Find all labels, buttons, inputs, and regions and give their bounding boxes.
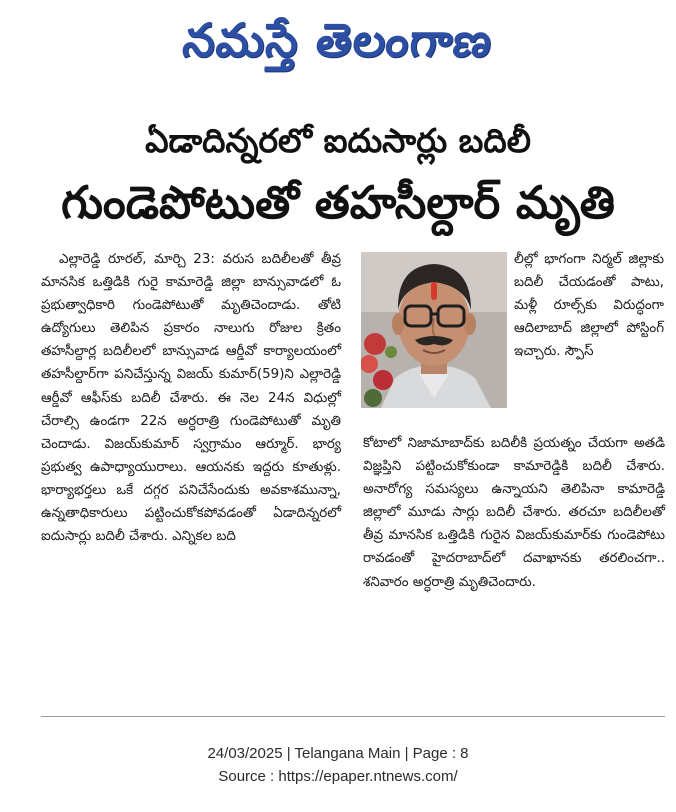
newspaper-logo: నమస్తే తెలంగాణ (180, 13, 496, 67)
article-paragraph-continued: కోటాలో నిజామాబాద్‌కు బదిలీకి ప్రయత్నం చేయగా అతడి విజ్ఞప్తిని పట్టించుకోకుండా కామారెడ్డికి బదిలీ చేశారు. అనారోగ్య సమస్యలు ఉన్నాయని తెలిపినా కామారెడ్డి జిల్లాలో మూడు సార్లు బదిలీ చేశారు. తరచూ బదిలీలతో తీవ్ర మానసిక ఒత్తిడికి గురైన విజయ్‌కుమార్‌కు గుండెపోటు రావడంతో హైదరాబాద్‌లో దవాఖానకు తరలించగా.. శనివారం అర్ధరాత్రి మృతిచెందారు. (363, 436, 665, 590)
article-paragraph-continued: లీల్లో భాగంగా నిర్మల్ జిల్లాకు బదిలీ చేయడంతో పాటు, మళ్లీ రూల్స్‌కు విరుద్ధంగా ఆదిలాబాద్ జిల్లాలో పోస్టింగ్ ఇచ్చారు. స్పౌస్ (514, 252, 664, 360)
footer-divider (41, 716, 665, 717)
source-link[interactable]: Source : https://epaper.ntnews.com/ (218, 768, 458, 785)
person-photo (361, 252, 507, 408)
masthead (0, 8, 676, 78)
article-body-left-column (41, 248, 341, 548)
headline-line-1: ఏడాదిన్నరలో ఐదుసార్లు బదిలీ (145, 121, 531, 160)
portrait-image (361, 252, 507, 408)
article-paragraph: ఎల్లారెడ్డి రూరల్, మార్చి 23: వరుస బదిలీలతో తీవ్ర మానసిక ఒత్తిడికి గురై కామారెడ్డి జిల్లా బాన్సువాడలో ఓ ప్రభుత్వాధికారి గుండెపోటుతో మృతిచెందాడు. తోటి ఉద్యోగులు తెలిపిన ప్రకారం నాలుగు రోజుల క్రితం తహసీల్దార్ల బదిలీలలో బాన్సువాడ ఆర్డీవో కార్యాలయంలో తహసీల్దార్‌గా పనిచేస్తున్న విజయ్ కుమార్(59)ని ఎల్లారెడ్డి ఆర్డీవో ఆఫీస్‌కు బదిలీ చేశారు. ఈ నెల 24న విధుల్లో చేరాల్సి ఉండగా 22న అర్ధరాత్రి గుండెపోటుతో మృతి చెందాడు. విజయ్‌కుమార్ స్వగ్రామం ఆర్మూర్. భార్య ప్రభుత్వ ఉపాధ్యాయురాలు. ఆయనకు ఇద్దరు కూతుళ్లు. భార్యాభర్తలు ఒకే దగ్గర పనిచేసేందుకు అవకాశమున్నా, ఉన్నతాధికారులు పట్టించుకోకపోవడంతో ఏడాదిన్నరలో ఐదుసార్లు బదిలీ చేశారు. ఎన్నికల బది (41, 252, 341, 545)
article-body-right-column-bottom (363, 432, 665, 594)
headline-line-2: గుండెపోటుతో తహసీల్దార్ మృతి (61, 176, 615, 229)
page-footer (0, 742, 676, 788)
article-body-right-column-top (514, 248, 664, 363)
edition-info: 24/03/2025 | Telangana Main | Page : 8 (207, 745, 469, 762)
